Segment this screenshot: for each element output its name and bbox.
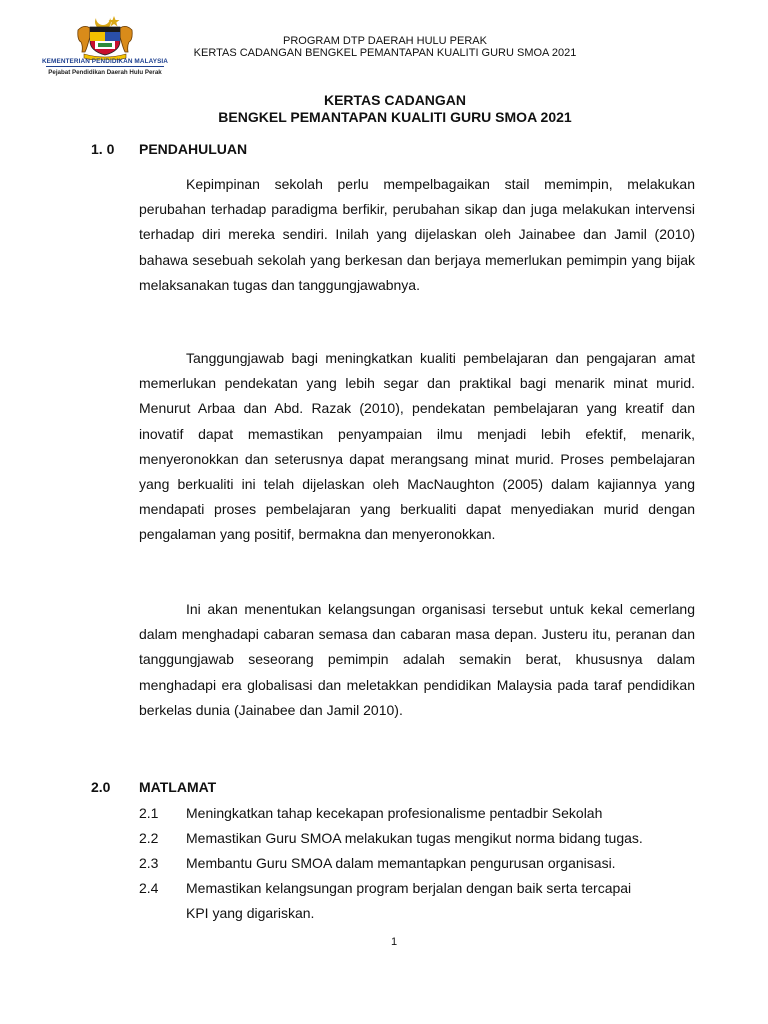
running-header-line1: PROGRAM DTP DAERAH HULU PERAK [283,35,487,47]
page-number: 1 [390,936,398,948]
list-item-number: 2.2 [139,830,159,846]
paragraph: Kepimpinan sekolah perlu mempelbagaikan stail memimpin, melakukan perubahan terhadap paradigma berfikir, perubahan sikap dan juga melakukan intervensi terhadap diri mereka sendiri. Inilah yang dijelaskan oleh Jainabee dan Jamil (2010) bahawa sesebuah sekolah yang berkesan dan berjaya memerlukan pemimpin yang bijak melaksanakan tugas dan tanggungjawabnya. [139,176,695,293]
list-item-text: Memastikan kelangsungan program berjalan dengan baik serta tercapai [186,880,632,896]
list-item-text: Memastikan Guru SMOA melakukan tugas mengikut norma bidang tugas. [186,830,643,846]
document-title: KERTAS CADANGAN [323,92,467,108]
ministry-logo [40,14,170,84]
section-heading: PENDAHULUAN [139,141,248,157]
list-item-continuation: KPI yang digariskan. [186,905,315,921]
paragraph: Ini akan menentukan kelangsungan organisasi tersebut untuk kekal cemerlang dalam menghadapi cabaran semasa dan cabaran masa depan. Justeru itu, peranan dan tanggungjawab seseorang pemimpin adalah semakin berat, khususnya dalam menghadapi era globalisasi dan meletakkan pendidikan Malaysia pada taraf pendidikan berkelas dunia (Jainabee dan Jamil 2010). [139,601,695,718]
logo-ministry-name: KEMENTERIAN PENDIDIKAN MALAYSIA [41,58,169,65]
coat-of-arms-icon [40,14,170,60]
paragraph: Tanggungjawab bagi meningkatkan kualiti pembelajaran dan pengajaran amat memerlukan pendekatan yang lebih segar dan praktikal bagi menarik minat murid. Menurut Arbaa dan Abd. Razak (2010), pendekatan pembelajaran yang kreatif dan inovatif dapat memastikan penyampaian ilmu menjadi lebih efektif, menarik, menyeronokkan dan seterusnya dapat merangsang minat murid. Proses pembelajaran yang berkualiti ini telah dijelaskan oleh MacNaughton (2005) dalam kajiannya yang mendapati proses pembelajaran yang berkualiti dapat menyediakan murid dengan pengalaman yang positif, bermakna dan menyeronokkan. [139,350,695,543]
list-item-number: 2.4 [139,880,159,896]
document-subtitle: BENGKEL PEMANTAPAN KUALITI GURU SMOA 2021 [218,109,572,125]
section-number: 1. 0 [91,141,115,157]
running-header-line2: KERTAS CADANGAN BENGKEL PEMANTAPAN KUALITI GURU SMOA 2021 [193,47,577,59]
list-item-text: Meningkatkan tahap kecekapan profesionalisme pentadbir Sekolah [186,805,603,821]
list-item-number: 2.3 [139,855,159,871]
section-heading: MATLAMAT [139,779,217,795]
logo-divider [46,66,164,67]
section-number: 2.0 [91,779,111,795]
list-item-number: 2.1 [139,805,159,821]
logo-office-name: Pejabat Pendidikan Daerah Hulu Perak [48,69,162,76]
list-item-text: Membantu Guru SMOA dalam memantapkan pengurusan organisasi. [186,855,616,871]
